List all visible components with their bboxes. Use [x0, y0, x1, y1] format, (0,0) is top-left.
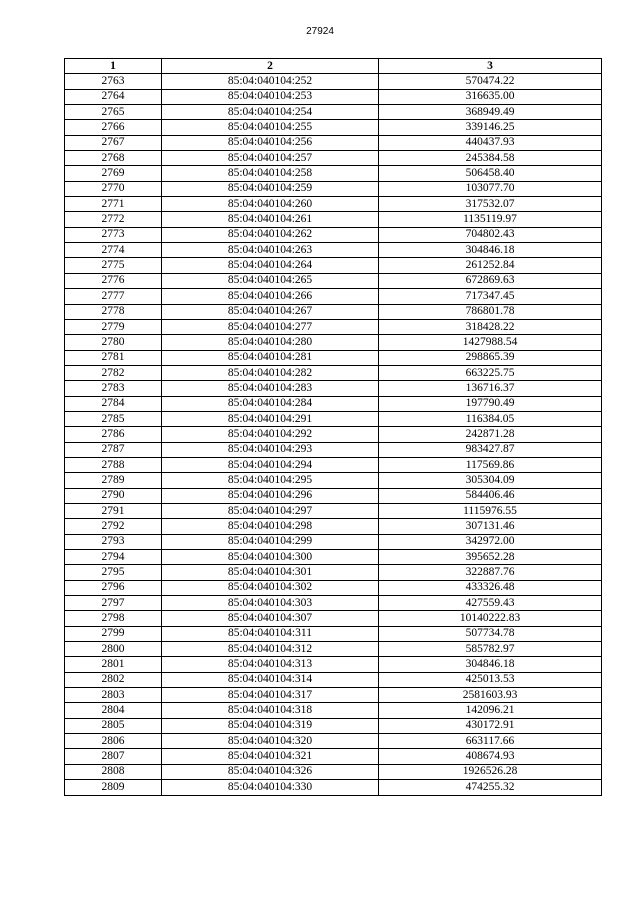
table-row — [65, 764, 602, 779]
table-row — [65, 135, 602, 150]
column-header-1: 1 — [65, 59, 162, 74]
value-cell: 408674.93 — [379, 749, 602, 764]
table-row — [65, 304, 602, 319]
value-cell: 433326.48 — [379, 580, 602, 595]
row-number-cell: 2805 — [65, 718, 162, 733]
value-cell: 1115976.55 — [379, 503, 602, 518]
table-body — [65, 74, 602, 795]
cadastral-number-cell: 85:04:040104:291 — [162, 411, 379, 426]
cadastral-number-cell: 85:04:040104:259 — [162, 181, 379, 196]
row-number-cell: 2789 — [65, 473, 162, 488]
value-cell: 298865.39 — [379, 350, 602, 365]
column-header-2: 2 — [162, 59, 379, 74]
cadastral-number-cell: 85:04:040104:299 — [162, 534, 379, 549]
value-cell: 663225.75 — [379, 365, 602, 380]
row-number-cell: 2770 — [65, 181, 162, 196]
row-number-cell: 2809 — [65, 780, 162, 795]
value-cell: 983427.87 — [379, 442, 602, 457]
table-row — [65, 580, 602, 595]
cadastral-number-cell: 85:04:040104:281 — [162, 350, 379, 365]
table-row — [65, 411, 602, 426]
cadastral-number-cell: 85:04:040104:283 — [162, 381, 379, 396]
table-row — [65, 611, 602, 626]
row-number-cell: 2806 — [65, 734, 162, 749]
value-cell: 1926526.28 — [379, 764, 602, 779]
table-row — [65, 105, 602, 120]
value-cell: 242871.28 — [379, 427, 602, 442]
row-number-cell: 2790 — [65, 488, 162, 503]
table-row — [65, 289, 602, 304]
cadastral-number-cell: 85:04:040104:277 — [162, 319, 379, 334]
value-cell: 672869.63 — [379, 273, 602, 288]
value-cell: 304846.18 — [379, 243, 602, 258]
row-number-cell: 2768 — [65, 151, 162, 166]
value-cell: 717347.45 — [379, 289, 602, 304]
cadastral-number-cell: 85:04:040104:317 — [162, 688, 379, 703]
cadastral-number-cell: 85:04:040104:252 — [162, 74, 379, 89]
cadastral-number-cell: 85:04:040104:257 — [162, 151, 379, 166]
value-cell: 304846.18 — [379, 657, 602, 672]
value-cell: 136716.37 — [379, 381, 602, 396]
table-row — [65, 657, 602, 672]
row-number-cell: 2774 — [65, 243, 162, 258]
row-number-cell: 2804 — [65, 703, 162, 718]
value-cell: 1427988.54 — [379, 335, 602, 350]
row-number-cell: 2785 — [65, 411, 162, 426]
value-cell: 474255.32 — [379, 780, 602, 795]
row-number-cell: 2791 — [65, 503, 162, 518]
row-number-cell: 2803 — [65, 688, 162, 703]
cadastral-number-cell: 85:04:040104:314 — [162, 672, 379, 687]
table-row — [65, 519, 602, 534]
row-number-cell: 2792 — [65, 519, 162, 534]
cadastral-number-cell: 85:04:040104:318 — [162, 703, 379, 718]
value-cell: 305304.09 — [379, 473, 602, 488]
value-cell: 585782.97 — [379, 642, 602, 657]
table-row — [65, 780, 602, 795]
row-number-cell: 2783 — [65, 381, 162, 396]
table-row — [65, 457, 602, 472]
cadastral-number-cell: 85:04:040104:307 — [162, 611, 379, 626]
row-number-cell: 2795 — [65, 565, 162, 580]
row-number-cell: 2765 — [65, 105, 162, 120]
value-cell: 342972.00 — [379, 534, 602, 549]
table-row — [65, 534, 602, 549]
value-cell: 322887.76 — [379, 565, 602, 580]
cadastral-number-cell: 85:04:040104:255 — [162, 120, 379, 135]
cadastral-number-cell: 85:04:040104:282 — [162, 365, 379, 380]
cadastral-number-cell: 85:04:040104:303 — [162, 596, 379, 611]
row-number-cell: 2794 — [65, 550, 162, 565]
table-row — [65, 319, 602, 334]
table-row — [65, 381, 602, 396]
table-row — [65, 166, 602, 181]
page-number: 27924 — [306, 26, 334, 37]
row-number-cell: 2763 — [65, 74, 162, 89]
cadastral-number-cell: 85:04:040104:296 — [162, 488, 379, 503]
value-cell: 339146.25 — [379, 120, 602, 135]
cadastral-number-cell: 85:04:040104:263 — [162, 243, 379, 258]
value-cell: 317532.07 — [379, 197, 602, 212]
value-cell: 368949.49 — [379, 105, 602, 120]
cadastral-number-cell: 85:04:040104:326 — [162, 764, 379, 779]
value-cell: 245384.58 — [379, 151, 602, 166]
cadastral-number-cell: 85:04:040104:261 — [162, 212, 379, 227]
value-cell: 395652.28 — [379, 550, 602, 565]
value-cell: 318428.22 — [379, 319, 602, 334]
row-number-cell: 2771 — [65, 197, 162, 212]
table-row — [65, 350, 602, 365]
row-number-cell: 2799 — [65, 626, 162, 641]
row-number-cell: 2784 — [65, 396, 162, 411]
cadastral-number-cell: 85:04:040104:313 — [162, 657, 379, 672]
table-row — [65, 396, 602, 411]
cadastral-number-cell: 85:04:040104:256 — [162, 135, 379, 150]
table-header-row — [65, 59, 602, 74]
cadastral-number-cell: 85:04:040104:284 — [162, 396, 379, 411]
value-cell: 1135119.97 — [379, 212, 602, 227]
cadastral-number-cell: 85:04:040104:297 — [162, 503, 379, 518]
cadastral-number-cell: 85:04:040104:292 — [162, 427, 379, 442]
value-cell: 142096.21 — [379, 703, 602, 718]
row-number-cell: 2788 — [65, 457, 162, 472]
cadastral-number-cell: 85:04:040104:260 — [162, 197, 379, 212]
table-row — [65, 473, 602, 488]
table-row — [65, 642, 602, 657]
value-cell: 507734.78 — [379, 626, 602, 641]
cadastral-number-cell: 85:04:040104:267 — [162, 304, 379, 319]
row-number-cell: 2800 — [65, 642, 162, 657]
table-row — [65, 749, 602, 764]
table-row — [65, 212, 602, 227]
value-cell: 103077.70 — [379, 181, 602, 196]
value-cell: 197790.49 — [379, 396, 602, 411]
value-cell: 425013.53 — [379, 672, 602, 687]
table-row — [65, 688, 602, 703]
value-cell: 117569.86 — [379, 457, 602, 472]
row-number-cell: 2782 — [65, 365, 162, 380]
table-row — [65, 596, 602, 611]
table-row — [65, 703, 602, 718]
cadastral-number-cell: 85:04:040104:312 — [162, 642, 379, 657]
row-number-cell: 2802 — [65, 672, 162, 687]
cadastral-number-cell: 85:04:040104:295 — [162, 473, 379, 488]
value-cell: 116384.05 — [379, 411, 602, 426]
cadastral-number-cell: 85:04:040104:280 — [162, 335, 379, 350]
table-row — [65, 365, 602, 380]
cadastral-number-cell: 85:04:040104:266 — [162, 289, 379, 304]
value-cell: 316635.00 — [379, 89, 602, 104]
row-number-cell: 2766 — [65, 120, 162, 135]
value-cell: 261252.84 — [379, 258, 602, 273]
row-number-cell: 2786 — [65, 427, 162, 442]
table-row — [65, 550, 602, 565]
value-cell: 427559.43 — [379, 596, 602, 611]
value-cell: 786801.78 — [379, 304, 602, 319]
row-number-cell: 2781 — [65, 350, 162, 365]
table-row — [65, 74, 602, 89]
cadastral-number-cell: 85:04:040104:319 — [162, 718, 379, 733]
table-row — [65, 427, 602, 442]
row-number-cell: 2797 — [65, 596, 162, 611]
table-row — [65, 565, 602, 580]
cadastral-number-cell: 85:04:040104:253 — [162, 89, 379, 104]
table-row — [65, 227, 602, 242]
row-number-cell: 2775 — [65, 258, 162, 273]
column-header-3: 3 — [379, 59, 602, 74]
row-number-cell: 2798 — [65, 611, 162, 626]
value-cell: 704802.43 — [379, 227, 602, 242]
cadastral-number-cell: 85:04:040104:330 — [162, 780, 379, 795]
row-number-cell: 2764 — [65, 89, 162, 104]
value-cell: 584406.46 — [379, 488, 602, 503]
cadastral-number-cell: 85:04:040104:321 — [162, 749, 379, 764]
cadastral-number-cell: 85:04:040104:258 — [162, 166, 379, 181]
cadastral-number-cell: 85:04:040104:320 — [162, 734, 379, 749]
cadastral-number-cell: 85:04:040104:294 — [162, 457, 379, 472]
table-row — [65, 89, 602, 104]
cadastral-number-cell: 85:04:040104:302 — [162, 580, 379, 595]
table-row — [65, 243, 602, 258]
row-number-cell: 2776 — [65, 273, 162, 288]
cadastral-number-cell: 85:04:040104:262 — [162, 227, 379, 242]
row-number-cell: 2779 — [65, 319, 162, 334]
table-row — [65, 335, 602, 350]
cadastral-number-cell: 85:04:040104:254 — [162, 105, 379, 120]
table-row — [65, 120, 602, 135]
table-row — [65, 718, 602, 733]
cadastral-number-cell: 85:04:040104:265 — [162, 273, 379, 288]
table-row — [65, 197, 602, 212]
value-cell: 10140222.83 — [379, 611, 602, 626]
row-number-cell: 2787 — [65, 442, 162, 457]
cadastral-number-cell: 85:04:040104:301 — [162, 565, 379, 580]
row-number-cell: 2772 — [65, 212, 162, 227]
cadastral-number-cell: 85:04:040104:311 — [162, 626, 379, 641]
value-cell: 430172.91 — [379, 718, 602, 733]
table-row — [65, 273, 602, 288]
value-cell: 440437.93 — [379, 135, 602, 150]
row-number-cell: 2778 — [65, 304, 162, 319]
table-row — [65, 626, 602, 641]
row-number-cell: 2780 — [65, 335, 162, 350]
cadastral-number-cell: 85:04:040104:293 — [162, 442, 379, 457]
table-row — [65, 503, 602, 518]
value-cell: 307131.46 — [379, 519, 602, 534]
row-number-cell: 2807 — [65, 749, 162, 764]
row-number-cell: 2777 — [65, 289, 162, 304]
row-number-cell: 2773 — [65, 227, 162, 242]
table-row — [65, 151, 602, 166]
data-table — [64, 58, 602, 796]
value-cell: 570474.22 — [379, 74, 602, 89]
table-row — [65, 442, 602, 457]
value-cell: 663117.66 — [379, 734, 602, 749]
table-row — [65, 258, 602, 273]
row-number-cell: 2793 — [65, 534, 162, 549]
table-row — [65, 181, 602, 196]
table-row — [65, 672, 602, 687]
value-cell: 506458.40 — [379, 166, 602, 181]
row-number-cell: 2767 — [65, 135, 162, 150]
value-cell: 2581603.93 — [379, 688, 602, 703]
row-number-cell: 2769 — [65, 166, 162, 181]
table-row — [65, 734, 602, 749]
table-row — [65, 488, 602, 503]
row-number-cell: 2796 — [65, 580, 162, 595]
cadastral-number-cell: 85:04:040104:298 — [162, 519, 379, 534]
cadastral-number-cell: 85:04:040104:300 — [162, 550, 379, 565]
cadastral-number-cell: 85:04:040104:264 — [162, 258, 379, 273]
row-number-cell: 2808 — [65, 764, 162, 779]
row-number-cell: 2801 — [65, 657, 162, 672]
